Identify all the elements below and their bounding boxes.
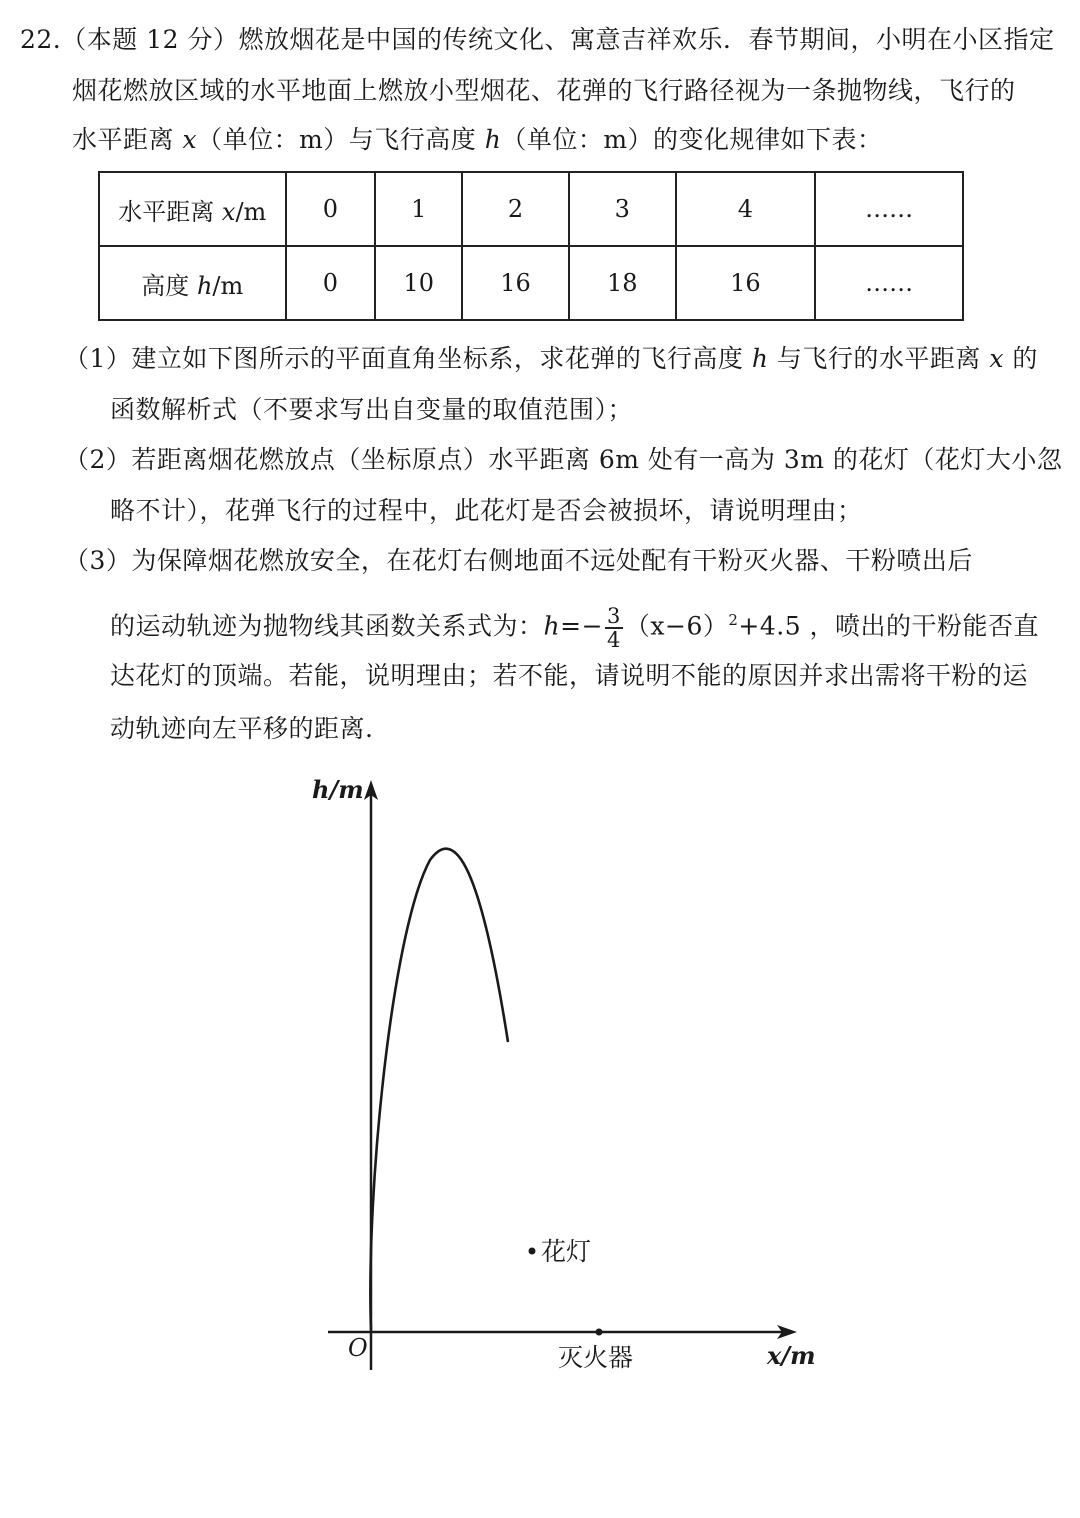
header-h-var: h <box>196 271 213 300</box>
intro-text-a: 水平距离 <box>72 125 183 154</box>
question-3-line-3: 达花灯的顶端。若能，说明理由；若不能，请说明不能的原因并求出需将干粉的运 <box>110 661 1029 690</box>
lantern-label: 花灯 <box>541 1237 592 1266</box>
table-cell: 2 <box>462 172 569 246</box>
header-x-var: x <box>221 197 236 226</box>
intro-text-c: （单位：m）的变化规律如下表： <box>501 125 883 154</box>
intro-text-b: （单位：m）与飞行高度 <box>197 125 485 154</box>
q3-fraction-numerator: 3 <box>607 603 621 628</box>
intro-var-x: x <box>182 125 198 154</box>
q1-text-a: （1）建立如下图所示的平面直角坐标系，求花弹的飞行高度 <box>64 344 752 373</box>
table-cell: 4 <box>676 172 816 246</box>
q1-var-h: h <box>751 344 769 373</box>
q3-exponent: 2 <box>728 611 739 629</box>
header-h-unit: /m <box>212 271 244 300</box>
origin-label: O <box>348 1334 368 1362</box>
problem-intro-line-1: 22.（本题 12 分）燃放烟花是中国的传统文化、寓意吉祥欢乐．春节期间，小明在小区指定 <box>20 25 1055 54</box>
q1-text-c: 的 <box>1003 344 1038 373</box>
table-cell: 0 <box>286 246 376 320</box>
table-cell: 16 <box>676 246 816 320</box>
table-cell: 16 <box>462 246 569 320</box>
header-x-unit: /m <box>235 197 267 226</box>
header-h-text: 高度 <box>141 271 197 300</box>
question-1-line-2: 函数解析式（不要求写出自变量的取值范围）； <box>110 395 634 424</box>
question-3-line-4: 动轨迹向左平移的距离. <box>110 714 374 743</box>
q3-text-a: 的运动轨迹为抛物线其函数关系式为： <box>110 611 544 641</box>
table-cell: …… <box>815 246 963 320</box>
question-2-line-2: 略不计），花弹飞行的过程中，此花灯是否会被损坏，请说明理由； <box>110 496 863 525</box>
question-2-line-1: （2）若距离烟花燃放点（坐标原点）水平距离 6m 处有一高为 3m 的花灯（花灯大小忽 <box>64 445 1063 474</box>
question-3-line-1: （3）为保障烟花燃放安全，在花灯右侧地面不远处配有干粉灭火器、干粉喷出后 <box>64 546 973 575</box>
extinguisher-label: 灭火器 <box>558 1343 634 1372</box>
q3-tail-text: +4.5 ，喷出的干粉能否直 <box>738 611 1040 641</box>
table-cell: 18 <box>569 246 676 320</box>
lantern-point <box>529 1248 536 1255</box>
intro-var-h: h <box>484 125 502 154</box>
q1-var-x: x <box>989 344 1004 373</box>
q3-paren-term: （x−6） <box>624 611 729 641</box>
header-x-text: 水平距离 <box>118 197 222 226</box>
x-axis-label: x/m <box>767 1341 816 1370</box>
q3-var-h: h <box>543 611 561 641</box>
q3-fraction-denominator: 4 <box>607 627 621 652</box>
table-cell: 0 <box>286 172 376 246</box>
q1-text-b: 与飞行的水平距离 <box>768 344 990 373</box>
table-cell: …… <box>815 172 963 246</box>
table-cell: 10 <box>375 246 462 320</box>
table-cell: 1 <box>375 172 462 246</box>
y-axis-label: h/m <box>312 775 364 804</box>
extinguisher-point <box>596 1329 603 1336</box>
problem-intro-line-2: 烟花燃放区域的水平地面上燃放小型烟花、花弹的飞行路径视为一条抛物线，飞行的 <box>72 76 1016 105</box>
parabola-curve <box>370 849 508 1330</box>
table-cell: 3 <box>569 172 676 246</box>
q3-equals-minus: =− <box>560 611 604 641</box>
